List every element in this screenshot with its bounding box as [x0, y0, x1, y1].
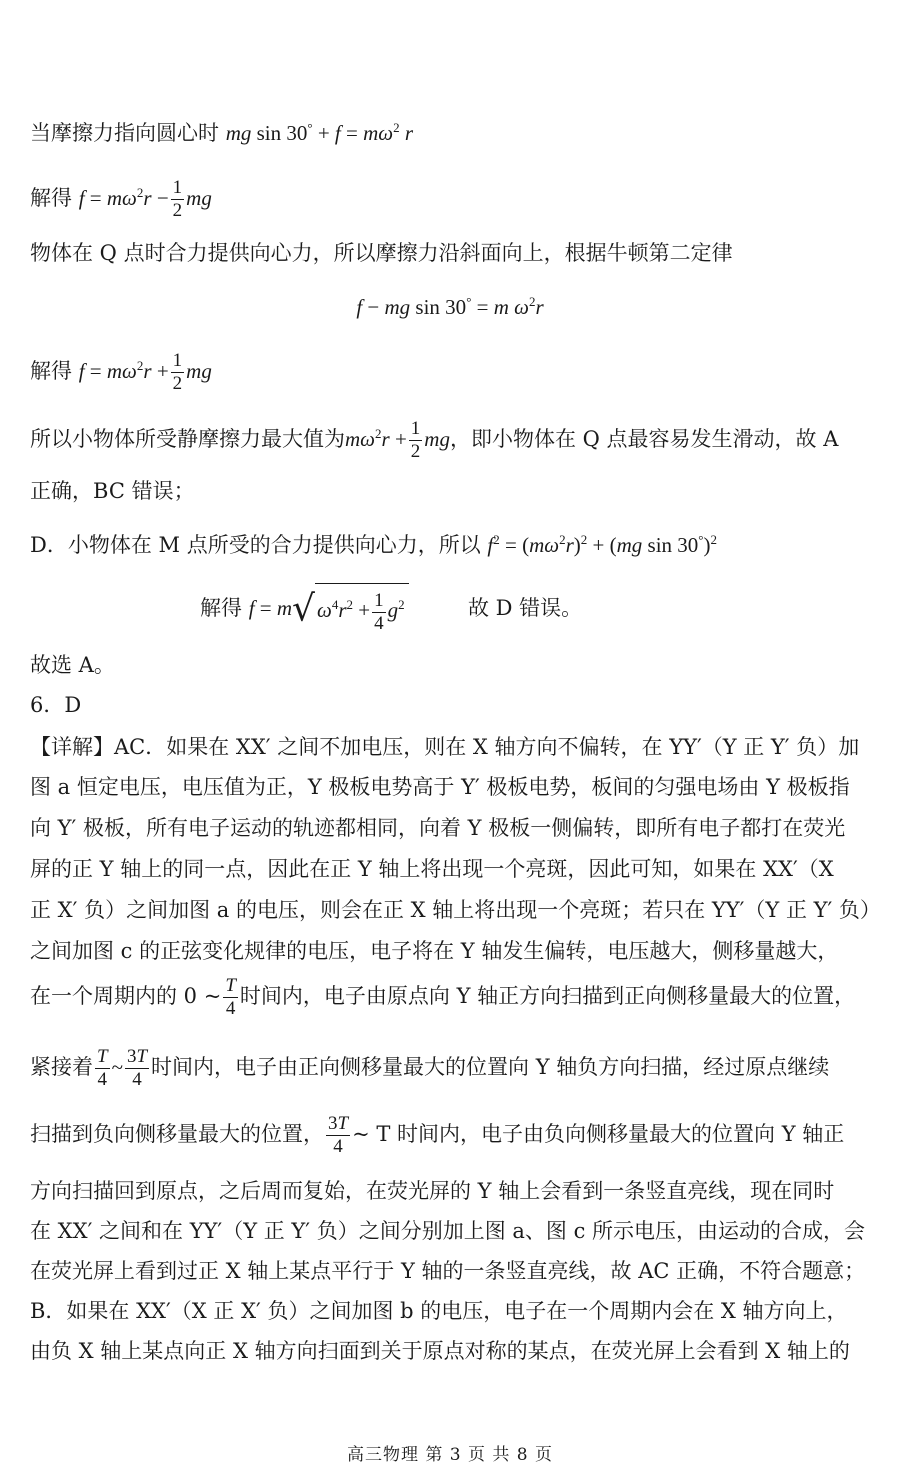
fraction-T-4: $\frac{T}{4}$ [225, 975, 236, 1019]
para-line-5: 正 X′ 负）之间加图 a 的电压，则会在正 X 轴上将出现一个亮斑；若只在 YY′（Y 正 Y′ 负） [30, 898, 881, 922]
para-line-12: 在荧光屏上看到过正 X 轴上某点平行于 Y 轴的一条竖直亮线，故 AC 正确，不符合题意； [30, 1259, 866, 1283]
fraction-T-4: $\frac{T}{4}$ [97, 1046, 108, 1090]
fraction-3T-4: $\frac{3T}{4}$ [126, 1046, 148, 1090]
para-line-11: 在 XX′ 之间和在 YY′（Y 正 Y′ 负）之间分别加上图 a、图 c 所示电压，由运动的合成，会 [30, 1219, 866, 1243]
fraction-3T-4: $\frac{3T}{4}$ [328, 1113, 349, 1157]
fraction-half: $\frac{1}{2}$ [410, 418, 421, 462]
para-line-14: 由负 X 轴上某点向正 X 轴方向扫面到关于原点对称的某点，在荧光屏上会看到 X 轴上的 [30, 1339, 850, 1363]
para-line-3: 向 Y′ 极板，所有电子运动的轨迹都相同，向着 Y 极板一侧偏转，即所有电子都打在荧光 [30, 816, 846, 840]
para-line-2: 图 a 恒定电压，电压值为正，Y 极板电势高于 Y′ 极板电势，板间的匀强电场由 Y 极板指 [30, 775, 850, 799]
question-number: 6．D [30, 693, 82, 717]
text-line-3: 物体在 Q 点时合力提供向心力，所以摩擦力沿斜面向上，根据牛顿第二定律 [30, 241, 733, 265]
equation-line-9: 解得 $f = m√\omega^4r^2$ + $\frac{1}{4}$ $g^2$ 故 D 错误。 [200, 582, 872, 636]
fraction-half: $\frac{1}{2}$ [172, 350, 183, 394]
para-line-7: 在一个周期内的 0 ~ $\frac{T}{4}$ 时间内，电子由原点向 Y 轴正方向扫描到正向侧移量最大的位置， [30, 975, 856, 1019]
equation-line-1: 当摩擦力指向圆心时 mg $\sin 30^\circ + f = m\omega^2$ r [30, 120, 414, 145]
para-line-8: 紧接着 $\frac{T}{4}$ ~ $\frac{3T}{4}$ 时间内，电子由正向侧移量最大的位置向 Y 轴负方向扫描，经过原点继续 [30, 1046, 830, 1090]
page-footer: 高三物理 第 3 页 共 8 页 [346, 1445, 554, 1465]
para-line-9: 扫描到负向侧移量最大的位置， $\frac{3T}{4}$ ~ T 时间内，电子由负向侧移量最大的位置向 Y 轴正 [30, 1113, 845, 1157]
text-line-7: 正确，BC 错误； [30, 479, 195, 503]
fraction-half: $\frac{1}{2}$ [172, 177, 183, 221]
text-line-8: D．小物体在 M 点所受的合力提供向心力，所以 $f^2 = (m\omega^2r)^2 + (mg$ sin 30°)$^2$ [30, 532, 717, 557]
para-line-6: 之间加图 c 的正弦变化规律的电压，电子将在 Y 轴发生偏转，电压越大，侧移量越大， [30, 939, 839, 963]
para-line-10: 方向扫描回到原点，之后周而复始，在荧光屏的 Y 轴上会看到一条竖直亮线，现在同时 [30, 1179, 835, 1203]
text-line-6: 所以小物体所受静摩擦力最大值为$m\omega^2r$ + $\frac{1}{2}$ mg，即小物体在 Q 点最容易发生滑动，故 A [30, 418, 839, 462]
para-line-4: 屏的正 Y 轴上的同一点，因此在正 Y 轴上将出现一个亮斑，因此可知，如果在 XX′（X [30, 857, 834, 881]
equation-line-2: 解得 $f = m\omega^2r$ − $\frac{1}{2}$ mg [30, 177, 212, 221]
equation-centered: f − mg sin 30° = m $\omega^2r$ [356, 294, 544, 319]
equation-line-5: 解得 $f = m\omega^2r$ + $\frac{1}{2}$ mg [30, 350, 212, 394]
text-line-10: 故选 A。 [30, 653, 115, 677]
para-line-13: B．如果在 XX′（X 正 X′ 负）之间加图 b 的电压，电子在一个周期内会在 X 轴方向上， [30, 1299, 848, 1323]
para-line-1: 【详解】AC．如果在 XX′ 之间不加电压，则在 X 轴方向不偏转，在 YY′（Y 正 Y′ 负）加 [30, 735, 860, 759]
